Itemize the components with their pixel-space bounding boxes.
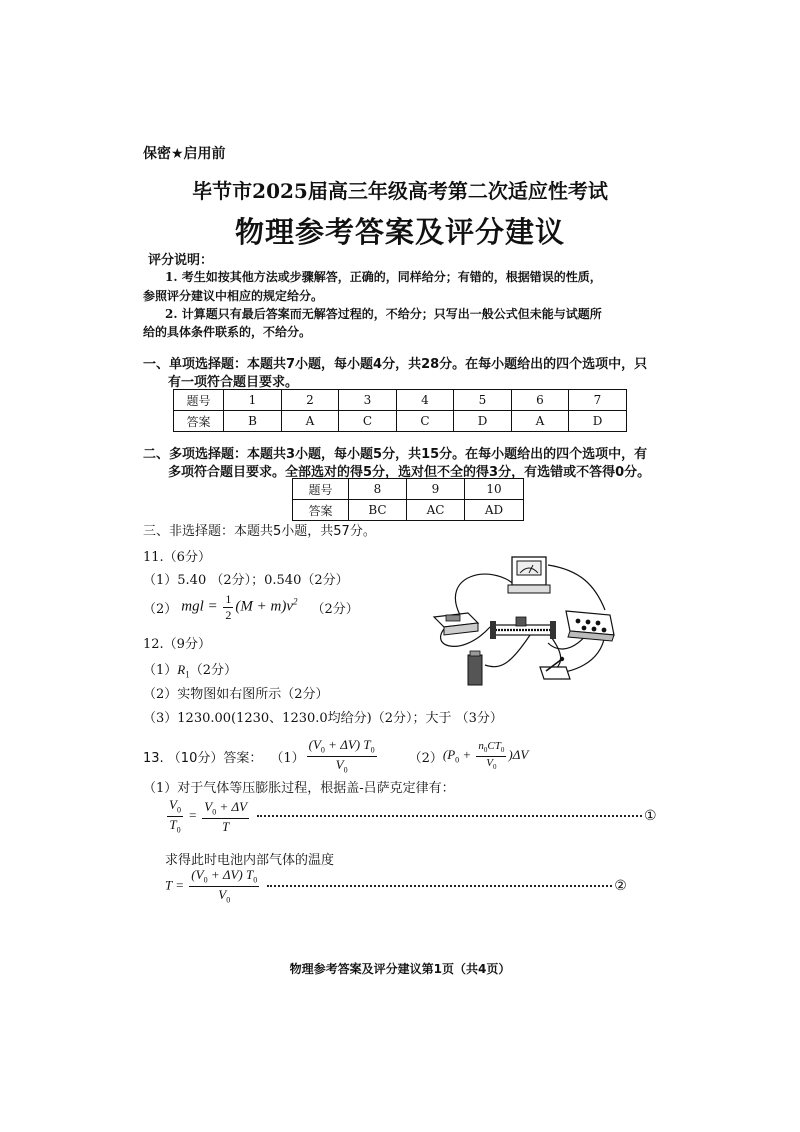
voltmeter-icon [508, 557, 550, 593]
table-row [174, 390, 627, 411]
circuit-apparatus-figure [420, 555, 620, 690]
connecting-wire [455, 574, 515, 615]
question-number: 5 [454, 390, 512, 411]
q12-part2: （2）实物图如右图所示（2分） [143, 687, 329, 702]
question-number: 7 [569, 390, 627, 411]
sliding-rheostat-icon [490, 617, 556, 639]
scoring-note-2-line1: 2. 计算题只有最后答案而无解答过程的，不给分；只写出一般公式但未能与试题所 [165, 307, 602, 321]
section2-line2: 多项符合题目要求。全部选对的得5分，选对但不全的得3分，有选错或不答得0分。 [168, 465, 651, 480]
section1-line1: 一、单项选择题：本题共7小题，每小题4分，共28分。在每小题给出的四个选项中，只 [143, 357, 648, 372]
q13-answer-1-label: （1） [270, 750, 305, 766]
resistor-box-icon [434, 613, 478, 635]
section3-heading: 三、非选择题：本题共5小题，共57分。 [143, 524, 376, 539]
multiple-choice-answer-table [292, 478, 524, 521]
q13-mid-text: 求得此时电池内部气体的温度 [165, 853, 335, 868]
answer-cell: B [224, 411, 282, 432]
q11-part2-formula: mgl = $\frac{1}{2}$ $(M + m)v^2$ [181, 592, 298, 622]
q13-heading: 13. （10分）答案： [143, 750, 263, 766]
exam-title: 毕节市2025届高三年级高考第二次适应性考试 [192, 179, 608, 203]
q12-part1-resistor-symbol: $R_1$ [177, 662, 190, 680]
question-number: 6 [512, 390, 569, 411]
section2-line1: 二、多项选择题：本题共3小题，每小题5分，共15分。在每小题给出的四个选项中，有 [143, 447, 648, 462]
answer-cell: D [454, 411, 512, 432]
question-number: 10 [465, 479, 524, 500]
question-number: 4 [397, 390, 454, 411]
q13-equation-2 [165, 868, 627, 905]
row-label-number: 题号 [293, 479, 349, 500]
question-number: 1 [224, 390, 282, 411]
q12-part1 [143, 659, 237, 680]
answer-cell: A [282, 411, 339, 432]
question-number: 9 [407, 479, 465, 500]
connecting-wire [548, 565, 605, 610]
table-row [293, 479, 524, 500]
q12-part3: （3）1230.00(1230、1230.0均给分)（2分）；大于 （3分） [143, 711, 503, 726]
answer-cell: C [339, 411, 397, 432]
q13-answer-line [143, 738, 528, 775]
answer-cell: D [569, 411, 627, 432]
scoring-note-2-line2: 给的具体条件联系的，不给分。 [143, 325, 312, 339]
q11-part2-prefix: （2） [143, 601, 178, 617]
question-number: 8 [349, 479, 407, 500]
q13-equation-1 [165, 798, 657, 835]
q11-part1: （1）5.40 （2分）；0.540（2分） [143, 573, 349, 588]
document-title: 物理参考答案及评分建议 [234, 215, 565, 249]
answer-cell: C [397, 411, 454, 432]
q12-heading: 12.（9分） [143, 637, 211, 652]
q12-part1-score: （2分） [189, 663, 238, 678]
confidential-label: 保密★启用前 [143, 146, 226, 162]
answer-cell: BC [349, 500, 407, 521]
question-number: 3 [339, 390, 397, 411]
q11-part2 [143, 593, 359, 621]
answer-cell: AC [407, 500, 465, 521]
row-label-number: 题号 [174, 390, 224, 411]
page-footer: 物理参考答案及评分建议第1页（共4页） [289, 962, 511, 976]
q11-heading: 11.（6分） [143, 550, 211, 565]
q11-part2-score: （2分） [311, 601, 359, 617]
q13-answer-1-formula: $\frac{(V_0 + \Delta V) T_0}{V_0}$ [308, 737, 375, 775]
switch-icon [540, 657, 570, 679]
q13-equation-2-formula: T = $\frac{(V_0 + \Delta V) T_0}{V_0}$ [165, 867, 258, 905]
q13-answer-2-label: （2） [408, 750, 443, 766]
equation-marker-1: ① [644, 808, 657, 825]
question-number: 2 [282, 390, 339, 411]
q13-answer-2-formula: ($P_0$ + $\frac{n_0CT_0}{V_0}$ )ΔV [442, 740, 529, 772]
single-choice-answer-table [173, 389, 627, 432]
section1-line2: 有一项符合题目要求。 [168, 375, 299, 390]
scoring-notes-heading: 评分说明： [148, 253, 214, 268]
dotted-leader [257, 815, 642, 817]
equation-marker-2: ② [614, 878, 627, 895]
row-label-answer: 答案 [174, 411, 224, 432]
row-label-answer: 答案 [293, 500, 349, 521]
q12-part1-prefix: （1） [143, 663, 178, 678]
answer-cell: A [512, 411, 569, 432]
table-row [293, 500, 524, 521]
scoring-note-1-line2: 参照评分建议中相应的规定给分。 [143, 289, 324, 303]
battery-icon [468, 651, 482, 685]
answer-cell: AD [465, 500, 524, 521]
multimeter-box-icon [566, 611, 614, 641]
dotted-leader [267, 885, 612, 887]
q13-equation-1-formula: $\frac{V_0}{T_0}$ = $\frac{V_0 + \Delta V}{T}$ [169, 797, 248, 835]
q13-solution-intro: （1）对于气体等压膨胀过程，根据盖-吕萨克定律有： [143, 781, 455, 796]
connecting-wire [485, 635, 530, 667]
table-row [174, 411, 627, 432]
scoring-note-1-line1: 1. 考生如按其他方法或步骤解答，正确的，同样给分；有错的，根据错误的性质， [165, 270, 602, 284]
